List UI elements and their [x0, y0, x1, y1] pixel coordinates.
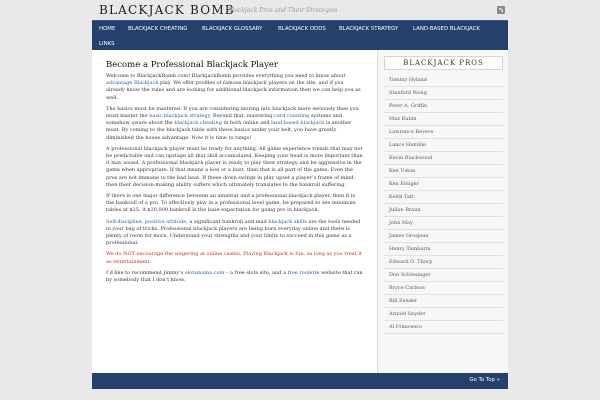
text: I’d like to recommend Jimmy’s	[106, 269, 186, 276]
site-tagline: Blackjack Pros and Their Strategies	[228, 7, 338, 14]
list-item[interactable]: Ken Uston	[384, 165, 503, 178]
list-item[interactable]: John May	[384, 217, 503, 230]
sidebar-title: BLACKJACK PROS	[384, 56, 503, 70]
blackjack-skills-link[interactable]: blackjack skills	[268, 218, 307, 225]
text: play. We offer profiles of famous blackjack players on the site, and if you already know the rules and are looking for additional blackjack information then we can help you as well.	[106, 80, 361, 101]
basic-strategy-link[interactable]: basic blackjack strategy	[149, 113, 210, 120]
site-title[interactable]: BLACKJACK BOMB	[99, 3, 235, 17]
blackjack-cheating-link[interactable]: blackjack cheating	[174, 120, 222, 127]
list-item[interactable]: Keith Taft	[384, 191, 503, 204]
list-item[interactable]: Peter A. Griffin	[384, 100, 503, 113]
list-item[interactable]: Lawrence Revere	[384, 126, 503, 139]
text: in both online and	[221, 120, 272, 127]
positive-attitude-link[interactable]: positive attitude	[144, 218, 187, 225]
card-counting-link[interactable]: card counting	[274, 113, 310, 120]
disclaimer-paragraph: We do NOT encourage the wagering at online casino, Playing Blackjack is fun, as long as you treat it as entertainment.	[106, 251, 362, 265]
list-item[interactable]: Don Schlesinger	[384, 269, 503, 282]
list-item[interactable]: Stanford Wong	[384, 87, 503, 100]
go-to-top-link[interactable]: Go To Top »	[469, 377, 500, 383]
self-discipline-link[interactable]: Self-discipline	[106, 218, 142, 225]
text: is another must. By coming to the blackjack table with these basics under your belt, you have greatly diminished the house advantage. Now it is time to tango!	[106, 120, 352, 141]
slotsmama-link[interactable]: slotsmama.com	[185, 269, 225, 276]
list-item[interactable]: Max Rubin	[384, 113, 503, 126]
intro-paragraph	[106, 73, 363, 102]
site-footer	[92, 373, 508, 389]
advantage-blackjack-link[interactable]: advantage Blackjack	[106, 80, 159, 87]
list-item[interactable]: Al Francesco	[384, 321, 503, 334]
nav-land-based-blackjack[interactable]: LAND-BASED BLACKJACK	[413, 26, 480, 32]
text: systems and somehow aware about the	[106, 113, 343, 127]
list-item[interactable]: Bill Zender	[384, 295, 503, 308]
list-item[interactable]: Tommy Hyland	[384, 74, 503, 87]
list-item[interactable]: Lance Humble	[384, 139, 503, 152]
rss-icon[interactable]	[497, 6, 505, 14]
bankroll-paragraph: If there is one major difference between an amateur and a professional blackjack player, then it is the bankroll of a pro. To effectively play in a professional level game, be prepared to see minimum tables at $25. A $20,000 bankroll is the base expectation for going pro in blackjack.	[106, 193, 356, 214]
page-title: Become a Professional Blackjack Player	[106, 60, 278, 70]
list-item[interactable]: Henry Tamburin	[384, 243, 503, 256]
list-item[interactable]: Arnold Snyder	[384, 308, 503, 321]
free-roulette-link[interactable]: free roulette	[287, 269, 320, 276]
main-nav	[92, 20, 508, 50]
tools-paragraph	[106, 219, 363, 248]
page-wrapper	[92, 0, 508, 383]
nav-links[interactable]: LINKS	[99, 41, 115, 47]
list-item[interactable]: James Grosjean	[384, 230, 503, 243]
text: The basics must be mastered. If you are considering moving into blackjack more seriously then you must master the	[106, 105, 359, 120]
basics-paragraph	[106, 106, 363, 142]
list-item[interactable]: Ken Einiger	[384, 178, 503, 191]
nav-blackjack-glossary[interactable]: BLACKJACK GLOSSARY	[202, 26, 263, 32]
pros-list	[384, 74, 503, 334]
nav-home[interactable]: HOME	[99, 26, 116, 32]
recommend-paragraph	[106, 270, 363, 284]
text: website that ran by somebody that I don’t know.	[106, 269, 363, 284]
list-item[interactable]: Bryce Carlson	[384, 282, 503, 295]
nav-blackjack-cheating[interactable]: BLACKJACK CHEATING	[128, 26, 188, 32]
ready-paragraph: A professional blackjack player must be ready for anything. All game experience trends that may not be predictable and can upstage all that skill accumulated. Keeping your head is more important than it may sound. A professional blackjack player is ready to play their strategy and be aggressive in the game when appropriate. If that means a loss or a bust, then that is all part of the game. Even the pros are not immune to the bad beat. If these down swings in play upset a player’s frame of mind, then their decision-making ability suffers which ultimately translates to the bankroll suffering.	[106, 145, 363, 188]
sidebar	[377, 50, 508, 373]
list-item[interactable]: Kevin Blackwood	[384, 152, 503, 165]
text: ,	[141, 218, 145, 225]
list-item[interactable]: Edward O. Thorp	[384, 256, 503, 269]
land-based-blackjack-link[interactable]: land-based blackjack	[271, 120, 325, 127]
text: – a free slots site, and a	[224, 269, 288, 276]
text: . Beyond that, mastering	[209, 113, 275, 120]
main-content	[92, 50, 377, 373]
text: are the tools needed in your bag of tricks. Professional blackjack players are being born everyday online and there is plenty of room for more. Understand your strengths and your limits to succeed in this game as a professional.	[106, 218, 361, 247]
site-header	[92, 0, 508, 20]
nav-blackjack-odds[interactable]: BLACKJACK ODDS	[278, 26, 326, 32]
nav-blackjack-strategy[interactable]: BLACKJACK STRATEGY	[339, 26, 399, 32]
text: , a significant bankroll and mad	[186, 218, 269, 225]
text: Welcome to BlackjackBomb.com! BlackjackBomb provides everything you need to know about	[106, 73, 346, 79]
list-item[interactable]: Julian Braun	[384, 204, 503, 217]
